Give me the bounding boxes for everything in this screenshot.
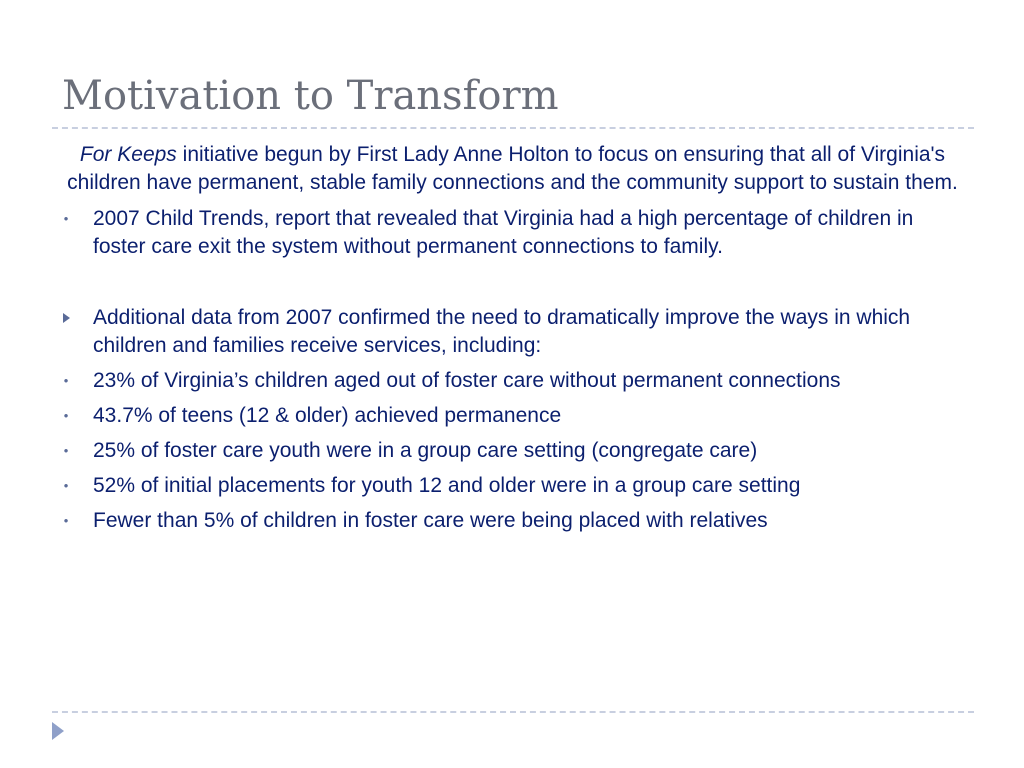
list-item-text: Additional data from 2007 confirmed the need to dramatically improve the ways in which children and families receive services, including: [93,306,911,357]
intro-text: initiative begun by First Lady Anne Holton to focus on ensuring that all of Virginia's children have permanent, stable family connections and the community support to sustain them. [67,143,958,194]
bullet-dot-icon: • [63,373,69,388]
list-item [60,304,965,360]
bullet-dot-icon: • [63,513,69,528]
list-item [60,507,965,535]
bullet-dot-icon: • [63,408,69,423]
list-item-text: 52% of initial placements for youth 12 and older were in a group care setting [93,474,801,497]
bullet-dot-icon: • [63,478,69,493]
list-item [60,472,965,500]
intro-emphasis: For Keeps [79,143,177,166]
bullet-list [60,205,965,535]
title-divider [52,127,974,129]
bullet-dot-icon: • [63,443,69,458]
list-item-text: Fewer than 5% of children in foster care were being placed with relatives [93,509,768,532]
intro-paragraph [60,141,965,197]
triangle-right-icon [52,722,64,740]
list-item-text: 43.7% of teens (12 & older) achieved permanence [93,404,562,427]
triangle-right-icon [63,313,70,323]
list-item [60,367,965,395]
list-item [60,437,965,465]
bullet-dot-icon: • [63,211,69,226]
slide-body [60,141,965,535]
list-item-text: 23% of Virginia’s children aged out of foster care without permanent connections [93,369,841,392]
footer-divider [52,711,974,713]
list-item-text: 25% of foster care youth were in a group care setting (congregate care) [93,439,758,462]
list-item [60,402,965,430]
list-item [60,205,965,261]
list-item-text: 2007 Child Trends, report that revealed that Virginia had a high percentage of children in foster care exit the system without permanent connections to family. [93,207,914,258]
slide-title: Motivation to Transform [62,73,559,119]
